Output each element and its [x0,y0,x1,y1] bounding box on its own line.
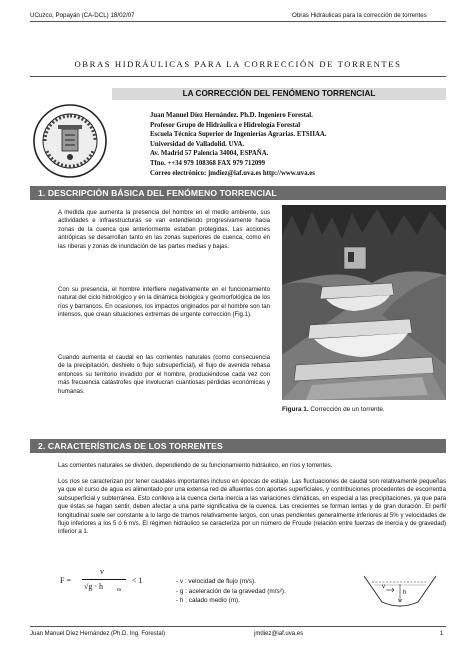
formula-fraction-bar [82,579,126,580]
figure-caption-text: Corrección de un torrente. [310,406,385,413]
diagram-label-v: v [382,584,385,590]
legend-item: - g : aceleración de la gravedad (m/s²). [176,587,286,595]
paragraph: Las corrientes naturales se dividen, dependiendo de su funcionamiento hidráulico, en ríos y torrentes. [58,462,333,469]
author-line: Profesor Grupo de Hidráulica e Hidrología Forestal [150,121,301,129]
froude-formula [58,566,178,606]
torrent-correction-photo [282,205,446,400]
diagram-label-h: h [403,590,407,596]
document-title: OBRAS HIDRÁULICAS PARA LA CORRECCIÓN DE TORRENTES [74,59,402,69]
author-line: Universidad de Valladolid. UVA. [150,140,245,148]
author-line: Tfno. ++34 979 108368 FAX 979 712099 [150,159,266,167]
section-1-heading: 1. DESCRIPCIÓN BÁSICA DEL FENÓMENO TORRENCIAL [30,186,446,200]
author-line: Juan Manuel Díez Hernández. Ph.D. Ingeniero Forestal. [150,112,313,119]
formula-denominator: √g · h [84,582,104,591]
formula-subscript: m [117,587,122,593]
formula-relation: < 1 [132,576,143,585]
section-2-heading: 2. CARACTERÍSTICAS DE LOS TORRENTES [30,439,446,453]
footer-email: jmdiez@iaf.uva.es [254,631,304,637]
paragraph: A medida que aumenta la presencia del hombre en el medio ambiente, sus actividades e infraestructuras se van extendiendo progresivamente hacia zonas de la cuenca que anteriormente estaban protegidas. Las acciones antrópicas se desarrollan tanto en las zonas superiores de cuenca, como en las riberas y zonas de inundación de las partes medias y bajas. [58,209,270,250]
paragraph: Los ríos se caracterizan por tener caudales importantes incluso en épocas de estiaje. Las fluctuaciones de caudal son relativamente pequeñas ya que el curso de agua es alimentado por una extensa red de afluentes con aportes superficiales, y contribuciones procedentes de escorrentía subsuperficial y subterránea. Esto conlleva a la cuenca cierta inercia a las variaciones climáticas, en especial a las precipitaciones, ya que para que éstas se hagan sentir, deben afectar a una parte significativa de la cuenca. Las crecientes se forman lentas y de gran duración. El perfil longitudinal suele ser constante a lo largo de tramos relativamente largos, con unas pendientes generalmente inferiores al 5% y velocidades de flujo inferiores a los 5 ó 6 m/s. El régimen hidráulico se caracteriza por un número de Froude (relación entre fuerzas de inercia y de gravedad) inferior a 1. [58,478,446,536]
figure-caption-label: Figura 1. [282,406,309,413]
footer-rule [30,626,446,627]
channel-section-diagram [360,568,440,612]
author-block [150,111,450,178]
author-line: Escuela Técnica Superior de Ingenierías Agrarias. ETSIIAA. [150,131,327,139]
page-number: 1 [440,631,444,637]
formula-lhs: F = [60,576,71,585]
formula-numerator: v [100,567,104,576]
author-line: Av. Madrid 57 Palencia 34004, ESPAÑA. [150,150,269,158]
running-header-left: UCuzco, Popayán (CA-DCL) 18/02/07 [30,12,135,19]
running-header-right: Obras Hidráulicas para la corrección de torrentes [292,12,427,19]
title-rule [30,76,446,77]
author-line: Correo electrónico: jmdiez@iaf.uva.es http://www.uva.es [150,169,315,177]
paragraph: Con su presencia, el hombre interfiere negativamente en el funcionamiento natural del ciclo hidrológico y en la dinámica biológica y geomorfológica de los ríos y barrancos. En ocasiones, los impactos originados por el hombre son tan intensos, que crean situaciones extremas de urgente corrección (Fig.1). [58,286,270,319]
legend-item: - h : calado medio (m). [176,597,240,605]
legend-item: - v : velocidad de flujo (m/s). [176,578,256,585]
formula-legend [176,577,336,606]
paragraph: Cuando aumenta el caudal en las corrientes naturales (como consecuencia de la precipitación, deshielo o flujo subsuperficial), el flujo de avenida rebasa entonces su territorio invadido por el hombre, produciéndose cada vez con más frecuencia catástrofes que involucran cuantiosas pérdidas económicas y humanas. [58,354,270,395]
subtitle-banner: LA CORRECCIÓN DEL FENÓMENO TORRENCIAL [112,88,446,100]
figure-caption [282,406,385,413]
university-seal-logo [32,103,108,179]
footer-author: Juan Manuel Díez Hernández (Ph.D. Ing. Forestal) [30,631,166,637]
header-rule [30,21,446,22]
